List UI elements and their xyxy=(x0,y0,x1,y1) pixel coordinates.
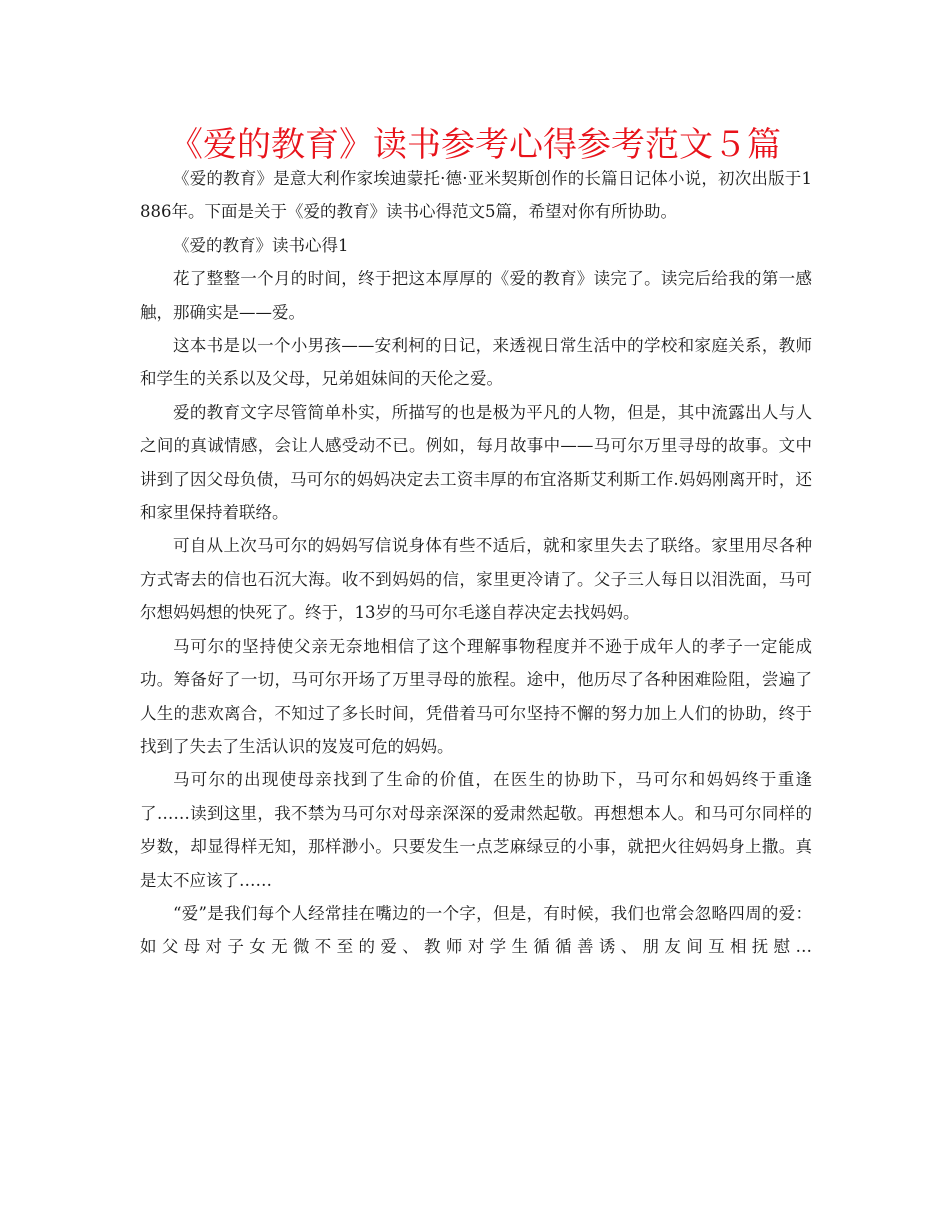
paragraph: 可自从上次马可尔的妈妈写信说身体有些不适后，就和家里失去了联络。家里用尽各种方式寄去的信也石沉大海。收不到妈妈的信，家里更冷请了。父子三人每日以泪洗面，马可尔想妈妈想的快死了。终于，13岁的马可尔毛遂自荐决定去找妈妈。 xyxy=(140,536,812,623)
paragraph: 这本书是以一个小男孩——安利柯的日记，来透视日常生活中的学校和家庭关系，教师和学生的关系以及父母，兄弟姐妹间的天伦之爱。 xyxy=(140,336,812,389)
paragraph: 马可尔的坚持使父亲无奈地相信了这个理解事物程度并不逊于成年人的孝子一定能成功。筹备好了一切，马可尔开场了万里寻母的旅程。途中，他历尽了各种困难险阻，尝遍了人生的悲欢离合，不知过了多长时间，凭借着马可尔坚持不懈的努力加上人们的协助，终于找到了失去了生活认识的岌岌可危的妈妈。 xyxy=(140,636,812,756)
paragraph: 爱的教育文字尽管简单朴实，所描写的也是极为平凡的人物，但是，其中流露出人与人之间的真诚情感，会让人感受动不已。例如，每月故事中——马可尔万里寻母的故事。文中讲到了因父母负债，马可尔的妈妈决定去工资丰厚的布宜洛斯艾利斯工作.妈妈刚离开时，还和家里保持着联络。 xyxy=(140,402,812,523)
document-body xyxy=(140,162,812,964)
section-heading: 《爱的教育》读书心得1 xyxy=(173,235,349,255)
paragraph: 花了整整一个月的时间，终于把这本厚厚的《爱的教育》读完了。读完后给我的第一感触，那确实是——爱。 xyxy=(140,269,812,322)
paragraph: “爱”是我们每个人经常挂在嘴边的一个字，但是，有时候，我们也常会忽略四周的爱：如父母对子女无微不至的爱、教师对学生循循善诱、朋友间互相抚慰… xyxy=(140,903,812,957)
document-title: 《爱的教育》读书参考心得参考范文５篇 xyxy=(169,125,781,165)
paragraph: 《爱的教育》是意大利作家埃迪蒙托·德·亚米契斯创作的长篇日记体小说，初次出版于1886年。下面是关于《爱的教育》读书心得范文5篇，希望对你有所协助。 xyxy=(140,169,812,222)
paragraph: 马可尔的出现使母亲找到了生命的价值，在医生的协助下，马可尔和妈妈终于重逢了……读到这里，我不禁为马可尔对母亲深深的爱肃然起敬。再想想本人。和马可尔同样的岁数，却显得样无知，那样渺小。只要发生一点芝麻绿豆的小事，就把火往妈妈身上撒。真是太不应该了…… xyxy=(140,770,812,890)
